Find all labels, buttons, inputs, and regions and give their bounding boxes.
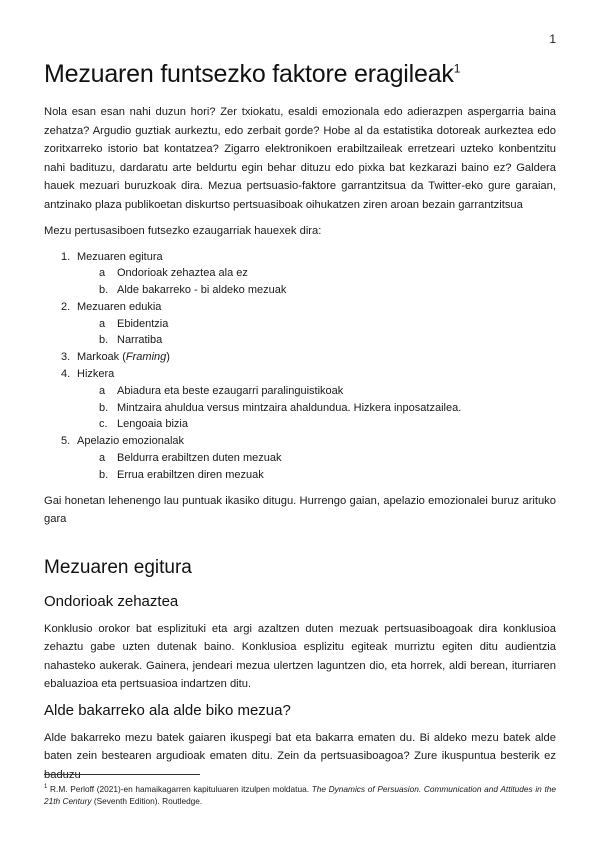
sub-list <box>44 383 556 433</box>
list-item-number: 2. <box>61 300 71 313</box>
page-title-text: Mezuaren funtsezko faktore eragileak <box>44 60 454 88</box>
sub-item-label: Mintzaira ahuldua versus mintzaira ahaldundua. Hizkera inposatzailea. <box>117 401 462 414</box>
sub-list-item <box>44 282 556 299</box>
subsection-heading-conclusions: Ondorioak zehaztea <box>44 592 179 610</box>
sub-item-label: Narratiba <box>117 334 163 347</box>
sub-list-item <box>44 400 556 417</box>
list-item <box>44 366 556 433</box>
after-list-paragraph: Gai honetan lehenengo lau puntuak ikasiko ditugu. Hurrengo gaian, apelazio emozionalei buruz arituko gara <box>44 494 556 526</box>
sub-list <box>44 265 556 299</box>
subsection-heading-sided-messages: Alde bakarreko ala alde biko mezua? <box>44 701 291 719</box>
sub-item-letter: a <box>99 452 106 465</box>
section-heading: Mezuaren egitura <box>44 556 192 578</box>
sub-list <box>44 316 556 350</box>
page-title <box>44 60 556 89</box>
sub-item-letter: b. <box>99 468 109 481</box>
sub-list <box>44 450 556 484</box>
list-item-number: 1. <box>61 250 71 263</box>
list-item-label: Mezuaren edukia <box>77 300 162 313</box>
footnote-book-title: The Dynamics of Persuasion. Communication and Attitudes in the 21th Century <box>44 783 557 807</box>
sub-item-letter: b. <box>99 284 109 297</box>
sub-item-letter: a <box>99 384 106 397</box>
sub-item-label: Errua erabiltzen diren mezuak <box>117 468 264 481</box>
footnote-mark: 1 <box>44 784 48 790</box>
sub-item-letter: a <box>99 317 106 330</box>
sub-item-label: Abiadura eta beste ezaugarri paralinguistikoak <box>117 384 344 397</box>
list-item-label: Hizkera <box>77 368 115 381</box>
sub-item-letter: b. <box>99 401 109 414</box>
sub-item-label: Alde bakarreko - bi aldeko mezuak <box>117 284 287 297</box>
list-item-label: Mezuaren egitura <box>77 250 163 263</box>
list-item-label-italic: Framing <box>125 351 167 364</box>
features-list <box>44 249 556 484</box>
sub-list-item <box>44 332 556 349</box>
list-item-number: 3. <box>61 351 71 364</box>
sub-item-letter: c. <box>99 418 108 431</box>
list-item-label: Apelazio emozionalak <box>77 435 185 448</box>
footnote <box>44 781 556 808</box>
list-item <box>44 433 556 483</box>
sub-list-item <box>44 416 556 433</box>
footnote-divider <box>44 774 200 775</box>
sub-item-letter: b. <box>99 334 109 347</box>
sub-item-label: Lengoaia bizia <box>117 418 188 431</box>
sub-item-letter: a <box>99 267 106 280</box>
conclusions-paragraph: Konklusio orokor bat esplizituki eta argi azaltzen duten mezuak pertsuasiboagoak dira konklusioa zehaztu gabe uzten dutenak baino. Konklusioa esplizitu egiteak murriztu egiten ditu audientzia nahasteko aukerak. Gainera, jendeari mezua ulertzen laguntzen dio, eta horrek, aldi berean, iturriaren ebaluazioa eta pertsuasioa indartzen ditu. <box>44 622 556 691</box>
intro-paragraph: Nola esan esan nahi duzun hori? Zer txiokatu, esaldi emozionala edo adierazpen aspergarria baina zehatza? Argudio guztiak aurkeztu, edo zerbait gorde? Hobe al da estatistika dotoreak aurkeztea edo zoritxarreko istorio bat kontatzea? Zigarro elektronikoen erabiltzaileak erretzeari uzteko konbentzitu nahi badituzu, dardaratu arte beldurtu egin behar dituzu edo pixka bat kezkarazi baino ez? Galdera hauek mezuari buruzkoak dira. Mezua pertsuasio-faktore garrantzitsua da Twitter-eko gure garaian, antzinako plaza publikoetan diskurtso pertsuasiboak oihukatzen ziren aroan bezain garrantzitsua <box>44 106 556 211</box>
sub-list-item <box>44 383 556 400</box>
list-item-number: 4. <box>61 368 71 381</box>
footnote-lead: R.M. Perloff (2021)-en hamaikagarren kapituluaren itzulpen moldatua. <box>50 783 309 794</box>
footnote-tail: (Seventh Edition). Routledge. <box>93 796 203 807</box>
sub-item-label: Beldurra erabiltzen duten mezuak <box>117 452 282 465</box>
page-number: 1 <box>549 32 556 46</box>
sub-list-item <box>44 467 556 484</box>
list-item <box>44 299 556 349</box>
sub-item-label: Ondorioak zehaztea ala ez <box>117 267 248 280</box>
list-item-label-end: ) <box>166 351 170 364</box>
list-item <box>44 249 556 299</box>
sub-list-item <box>44 450 556 467</box>
sub-list-item <box>44 316 556 333</box>
document-body <box>44 60 556 792</box>
sub-list-item <box>44 265 556 282</box>
list-item-number: 5. <box>61 435 71 448</box>
sided-messages-paragraph: Alde bakarreko mezu batek gaiaren ikuspegi bat eta bakarra ematen du. Bi aldeko mezu batek alde baten zein bestearen argudioak ematen ditu. Zein da pertsuasiboagoa? Zure ikuspuntua besterik ez <box>44 731 556 763</box>
sub-item-label: Ebidentzia <box>117 317 169 330</box>
list-intro: Mezu pertusasiboen futsezko ezaugarriak hauexek dira: <box>44 225 322 237</box>
list-item-label: Markoak ( <box>77 351 126 364</box>
title-footnote-mark: 1 <box>453 61 461 76</box>
list-item <box>44 349 556 366</box>
